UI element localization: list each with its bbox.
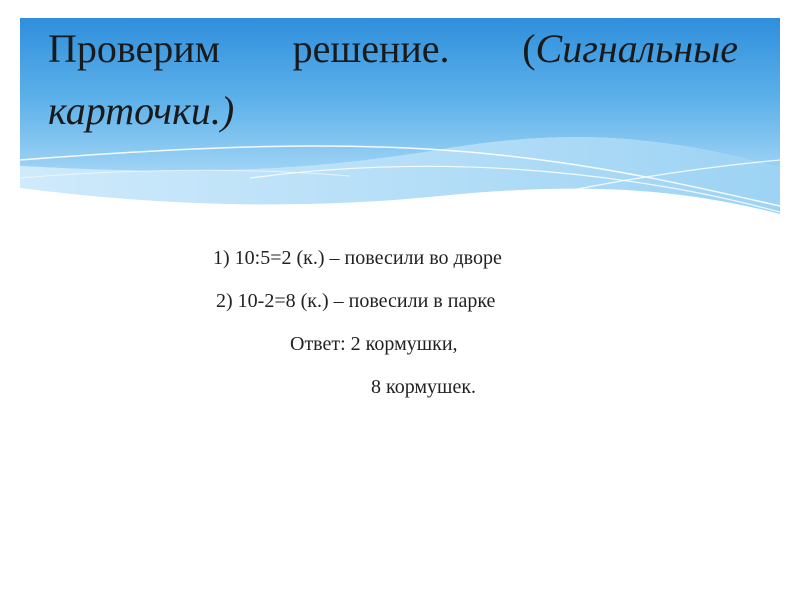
solution-line-1: 1) 10:5=2 (к.) – повесили во дворе [213, 247, 502, 269]
title-line-2 [48, 80, 738, 142]
title-paren-open: ( [522, 26, 536, 71]
corner-marker [776, 18, 780, 22]
slide-title [48, 18, 738, 142]
solution-line-2: 2) 10-2=8 (к.) – повесили в парке [216, 290, 496, 312]
answer-line-1: Ответ: 2 кормушки, [290, 333, 458, 355]
title-line-1 [48, 18, 738, 80]
title-word-2: решение. [292, 26, 450, 71]
title-italic-2: карточки.) [48, 88, 235, 133]
title-italic-1: Сигнальные [535, 26, 738, 71]
answer-line-2: 8 кормушек. [371, 376, 477, 398]
title-word-1: Проверим [48, 26, 221, 71]
title-word-3 [522, 18, 738, 80]
